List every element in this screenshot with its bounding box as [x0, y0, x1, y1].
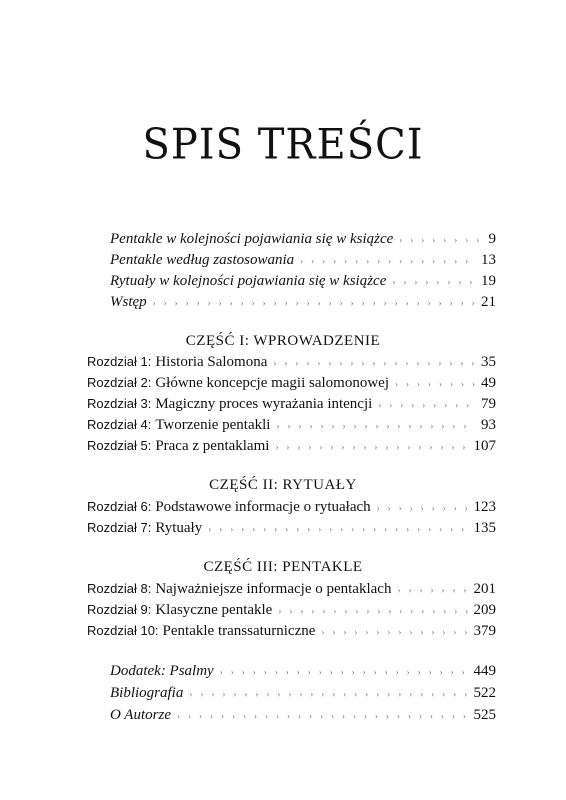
- page-number: 19: [481, 273, 496, 289]
- page-number: 135: [473, 520, 496, 536]
- dot-leader: [177, 705, 468, 727]
- entry-title: Magiczny proces wyrażania intencji: [155, 396, 373, 412]
- page-number: 49: [481, 375, 496, 391]
- page-number: 107: [473, 438, 496, 454]
- dot-leader: [378, 394, 475, 416]
- chapter-label: Rozdział 3:: [87, 396, 152, 411]
- entry-title: Rytuały: [155, 520, 203, 536]
- entry-title: Bibliografia: [110, 685, 184, 701]
- dot-leader: [153, 292, 475, 314]
- page-number: 525: [473, 707, 496, 723]
- dot-leader: [275, 436, 467, 458]
- part-heading-1: CZĘŚĆ I: WPROWADZENIE: [185, 333, 381, 349]
- chapter-label: Rozdział 5:: [87, 438, 152, 453]
- dot-leader: [278, 600, 467, 622]
- page-number: 201: [473, 581, 496, 597]
- toc-entry-front-4[interactable]: [110, 291, 496, 313]
- entry-title: Najważniejsze informacje o pentaklach: [155, 581, 392, 597]
- entry-title: Pentakle transsaturniczne: [162, 623, 316, 639]
- toc-entry-front-2[interactable]: [110, 249, 496, 271]
- part-heading-3: CZĘŚĆ III: PENTAKLE: [203, 559, 363, 575]
- entry-title: O Autorze: [110, 707, 171, 723]
- toc-entry-chapter-3[interactable]: [87, 393, 496, 415]
- dot-leader: [208, 518, 467, 540]
- dot-leader: [220, 661, 468, 683]
- dot-leader: [397, 579, 467, 601]
- dot-leader: [273, 352, 475, 374]
- dot-leader: [276, 415, 475, 437]
- part-heading-2: CZĘŚĆ II: RYTUAŁY: [209, 477, 357, 493]
- chapter-label: Rozdział 9:: [87, 602, 152, 617]
- page-number: 13: [481, 252, 496, 268]
- page-number: 35: [481, 354, 496, 370]
- page-number: 449: [473, 663, 496, 679]
- chapter-label: Rozdział 7:: [87, 520, 152, 535]
- chapter-label: Rozdział 8:: [87, 581, 152, 596]
- entry-title: Główne koncepcje magii salomonowej: [155, 375, 389, 391]
- toc-entry-back-3[interactable]: [110, 704, 496, 726]
- page-number: 21: [481, 294, 496, 310]
- toc-entry-back-2[interactable]: [110, 682, 496, 704]
- toc-entry-chapter-1[interactable]: [87, 351, 496, 373]
- entry-title: Historia Salomona: [155, 354, 268, 370]
- dot-leader: [189, 683, 467, 705]
- entry-title: Pentakle w kolejności pojawiania się w książce: [110, 231, 394, 247]
- toc-entry-chapter-10[interactable]: [87, 620, 496, 642]
- toc-entry-front-3[interactable]: [110, 270, 496, 292]
- entry-title: Tworzenie pentakli: [155, 417, 271, 433]
- toc-entry-chapter-2[interactable]: [87, 372, 496, 394]
- page-number: 209: [473, 602, 496, 618]
- toc-entry-chapter-4[interactable]: [87, 414, 496, 436]
- entry-title: Wstęp: [110, 294, 147, 310]
- toc-entry-chapter-9[interactable]: [87, 599, 496, 621]
- page-number: 123: [473, 499, 496, 515]
- dot-leader: [392, 271, 475, 293]
- chapter-label: Rozdział 4:: [87, 417, 152, 432]
- toc-entry-back-1[interactable]: [110, 660, 496, 682]
- chapter-label: Rozdział 1:: [87, 354, 152, 369]
- page-number: 9: [488, 231, 496, 247]
- dot-leader: [395, 373, 475, 395]
- page-number: 93: [481, 417, 496, 433]
- dot-leader: [399, 229, 482, 251]
- entry-title: Praca z pentaklami: [155, 438, 270, 454]
- entry-title: Pentakle według zastosowania: [110, 252, 295, 268]
- entry-title: Dodatek: Psalmy: [110, 663, 214, 679]
- toc-entry-chapter-7[interactable]: [87, 517, 496, 539]
- dot-leader: [300, 250, 475, 272]
- entry-title: Podstawowe informacje o rytuałach: [155, 499, 371, 515]
- toc-entry-front-1[interactable]: [110, 228, 496, 250]
- chapter-label: Rozdział 2:: [87, 375, 152, 390]
- page-number: 79: [481, 396, 496, 412]
- dot-leader: [321, 621, 467, 643]
- toc-entry-chapter-6[interactable]: [87, 496, 496, 518]
- page-title: SPIS TREŚCI: [142, 120, 424, 170]
- toc-entry-chapter-8[interactable]: [87, 578, 496, 600]
- entry-title: Rytuały w kolejności pojawiania się w książce: [110, 273, 387, 289]
- chapter-label: Rozdział 6:: [87, 499, 152, 514]
- entry-title: Klasyczne pentakle: [155, 602, 273, 618]
- page-number: 522: [473, 685, 496, 701]
- page-number: 379: [473, 623, 496, 639]
- chapter-label: Rozdział 10:: [87, 623, 159, 638]
- toc-entry-chapter-5[interactable]: [87, 435, 496, 457]
- dot-leader: [377, 497, 468, 519]
